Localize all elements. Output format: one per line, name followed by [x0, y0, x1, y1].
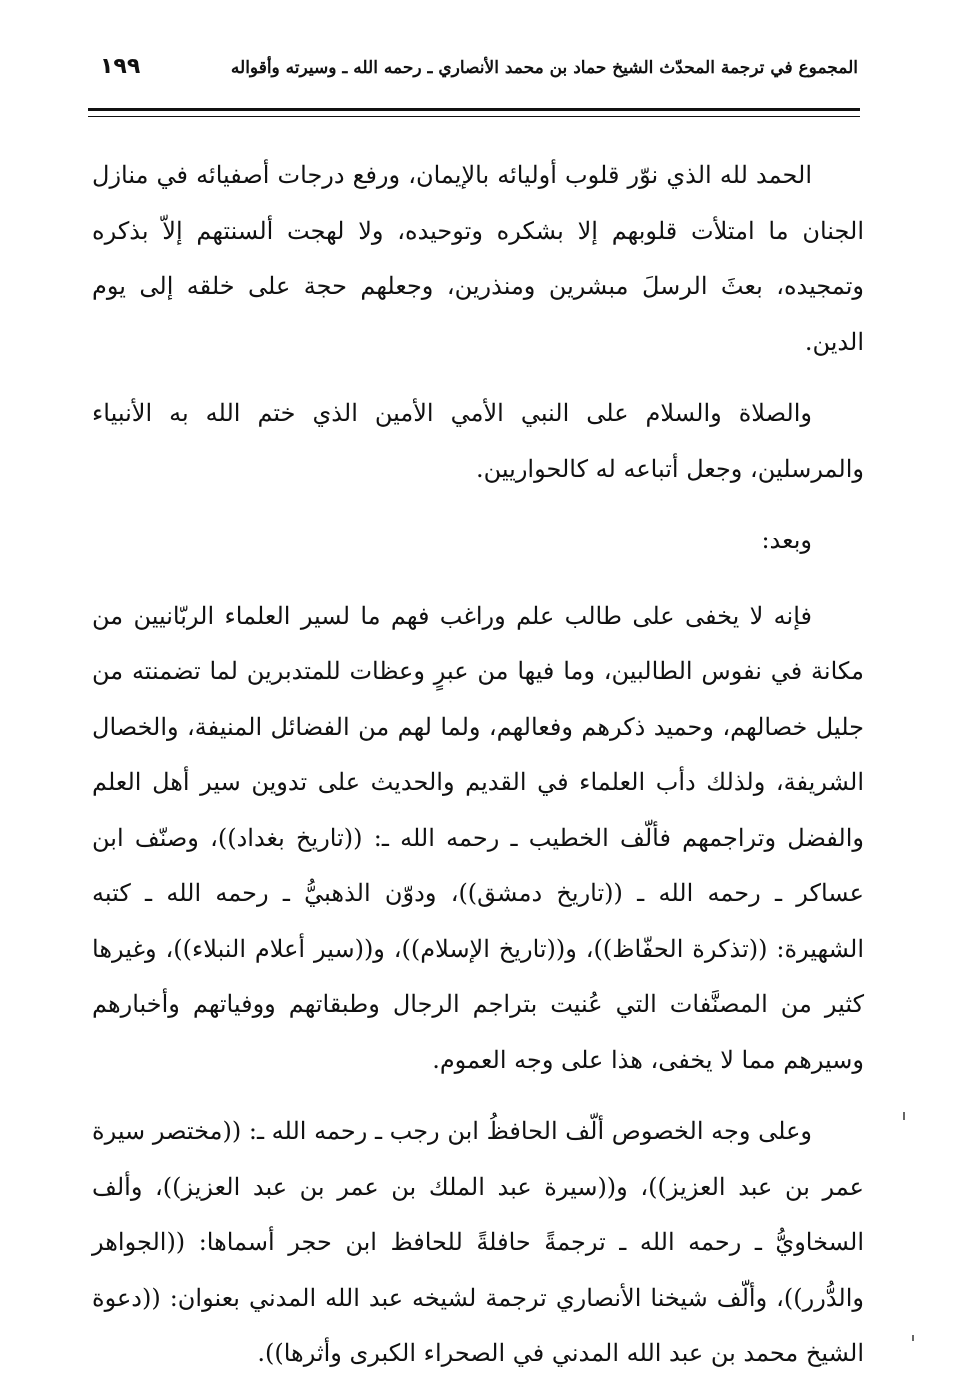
header-title: المجموع في ترجمة المحدّث الشيخ حماد بن محمد الأنصاري ـ رحمه الله ـ وسيرته وأقواله [230, 58, 858, 78]
page-number: ١٩٩ [100, 54, 141, 79]
running-header [88, 52, 858, 92]
header-rule-thin [88, 116, 860, 117]
paragraph-biographies-general: فإنه لا يخفى على طالب علم وراغب فهم ما لسير العلماء الربّانيين من مكانة في نفوس الطالبين، وما فيها من عبرٍ وعظات للمتدبرين لما تضمنته من جليل خصالهم، وحميد ذكرهم وفعالهم، ولما لهم من الفضائل المنيفة، والخصال الشريفة، ولذلك دأب العلماء في القديم والحديث على تدوين سير أهل العلم والفضل وتراجمهم فألّف الخطيب ـ رحمه الله ـ: ((تاريخ بغداد))، وصنّف ابن عساكر ـ رحمه الله ـ ((تاريخ دمشق))، ودوّن الذهبيُّ ـ رحمه الله ـ كتبه الشهيرة: ((تذكرة الحفّاظ))، و((تاريخ الإسلام))، و((سير أعلام النبلاء))، وغيرها كثير من المصنَّفات التي عُنيت بتراجم الرجال وطبقاتهم ووفياتهم وأخبارهم وسيرهم مما لا يخفى، هذا على وجه العموم. [92, 601, 864, 1074]
header-rule-thick [88, 108, 860, 111]
body-text [92, 148, 864, 1398]
scan-speck [912, 1335, 914, 1341]
paragraph-salutation: والصلاة والسلام على النبي الأمي الأمين الذي ختم الله به الأنبياء والمرسلين، وجعل أتباعه له كالحواريين. [92, 399, 864, 483]
scan-speck [903, 1112, 905, 1120]
paragraph-biographies-specific: وعلى وجه الخصوص ألّف الحافظُ ابن رجب ـ رحمه الله ـ: ((مختصر سيرة عمر بن عبد العزيز))، و((سيرة عبد الملك بن عمر بن عبد العزيز))، وألف السخاويُّ ـ رحمه الله ـ ترجمةً حافلةً للحافظ ابن حجر أسماها: ((الجواهر والدُّرر))، وألّف شيخنا الأنصاري ترجمة لشيخه عبد الله المدني بعنوان: ((دعوة الشيخ محمد بن عبد الله المدني في الصحراء الكبرى وأثرها)). [92, 1117, 864, 1367]
paragraph-transition: وبعد: [761, 526, 812, 554]
paragraph-praise: الحمد لله الذي نوّر قلوب أوليائه بالإيمان، ورفع درجات أصفيائه في منازل الجنان ما امتلأت قلوبهم إلا بشكره وتوحيده، ولا لهجت ألسنتهم إلاّ بذكره وتمجيده، بعثَ الرسلَ مبشرين ومنذرين، وجعلهم حجة على خلقه إلى يوم الدين. [92, 161, 864, 356]
